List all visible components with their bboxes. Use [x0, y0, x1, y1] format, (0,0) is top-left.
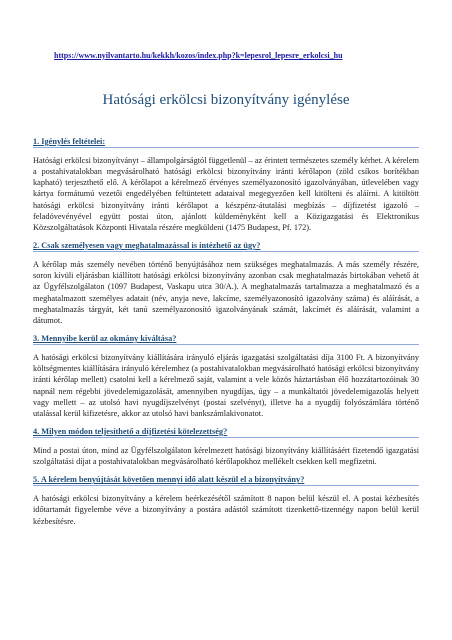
section-heading: 2. Csak személyesen vagy meghatalmazással is intézhető az ügy? — [33, 241, 261, 251]
section-heading: 4. Milyen módon teljesíthető a díjfizetési kötelezettség? — [33, 426, 228, 436]
section-body: A kérőlap más személy nevében történő benyújtásához nem szükséges meghatalmazás. A más személy részére, soron kívüli eljárásban kiállított hatósági erkölcsi bizonyítvány azonban csak meghatalmazás birtokában vehető át az Ügyfélszolgálaton (1097 Budapest, Vaskapu utca 30/A.). A meghatalmazás tartalmazza a meghatalmazó és a meghatalmazott személyes adatait (név, anyja neve, lakcíme, személyazonosító igazolvány száma) és aláírását, a meghatalmazás tárgyát, két tanú személyazonosító igazolványának számát, lakcímét és aláírását, valamint a dátumot. — [33, 260, 419, 325]
section-5 — [33, 474, 419, 526]
section-4 — [33, 426, 419, 467]
section-1 — [33, 136, 419, 233]
document-content — [33, 136, 419, 527]
source-url-link[interactable]: https://www.nyilvantarto.hu/kekkh/kozos/index.php?k=lepesrol_lepesre_erkolcsi_hu — [54, 51, 343, 60]
section-3 — [33, 333, 419, 419]
section-2 — [33, 240, 419, 326]
section-body: A hatósági erkölcsi bizonyítvány kiállítására irányuló eljárás igazgatási szolgáltatási díja 3100 Ft. A bizonyítvány költségmentes kiállítására irányuló kérelemhez (a postahivatalokban megvásárolható hatósági erkölcsi bizonyítvány iránti kérőlap mellett) csatolni kell a kérelmező saját, valamint a vele közös háztartásban élő hozzátartozóinak 30 napnál nem régebbi jövedelemigazolását, amennyiben nyugdíjas, úgy – a munkáltatói jövedelemigazolás helyett vagy mellett – az utolsó havi nyugdíjszelvényt (postai szelvényt), illetve ha a nyugdíj folyószámlára történő utalással kerül kifizetésre, akkor az utolsó havi bankszámlakivonatot. — [33, 353, 419, 418]
section-heading: 3. Mennyibe kerül az okmány kiváltása? — [33, 334, 177, 344]
section-body: Hatósági erkölcsi bizonyítványt – állampolgárságtól függetlenül – az érintett természetes személy kérhet. A kérelem a postahivatalokban megvásárolható hatósági erkölcsi bizonyítvány iránti kérőlapon (zöld csíkos borítékban kapható) terjeszthető elő. A kérőlapot a kérelmező érvényes személyazonosító igazolványában, útlevelében vagy kártya formátumú vezetői engedélyében feltüntetett adataival megegyezően kell kitölteni és aláírni. A kitöltött hatósági erkölcsi bizonyítvány iránti kérőlapot a készpénz-átutalási megbízás – díjfizetést igazoló – feladóvevényével együtt postai úton, ajánlott küldeményként kell a Közigazgatási és Elektronikus Közszolgáltatások Központi Hivatala részére megküldeni (1475 Budapest, Pf. 172). — [33, 156, 419, 232]
section-heading: 1. Igénylés feltételei: — [33, 137, 106, 146]
section-body: Mind a postai úton, mind az Ügyfélszolgálaton kérelmezett hatósági bizonyítvány kiállításáért fizetendő igazgatási szolgáltatási díjat a postahivatalokban megvásárolható kérőlapokhoz mellékelt csekken kell megfizetni. — [33, 445, 419, 467]
document-title: Hatósági erkölcsi bizonyítvány igénylése — [102, 92, 350, 108]
section-body: A hatósági erkölcsi bizonyítvány a kérelem beérkezésétől számított 8 napon belül készül el. A postai kézbesítés időtartamát figyelembe véve a bizonyítvány a postára adástól számított tizenkettő-tizennégy napon belül kerül kézbesítésre. — [33, 494, 419, 526]
section-heading: 5. A kérelem benyújtását követően mennyi idő alatt készül el a bizonyítvány? — [33, 475, 305, 485]
